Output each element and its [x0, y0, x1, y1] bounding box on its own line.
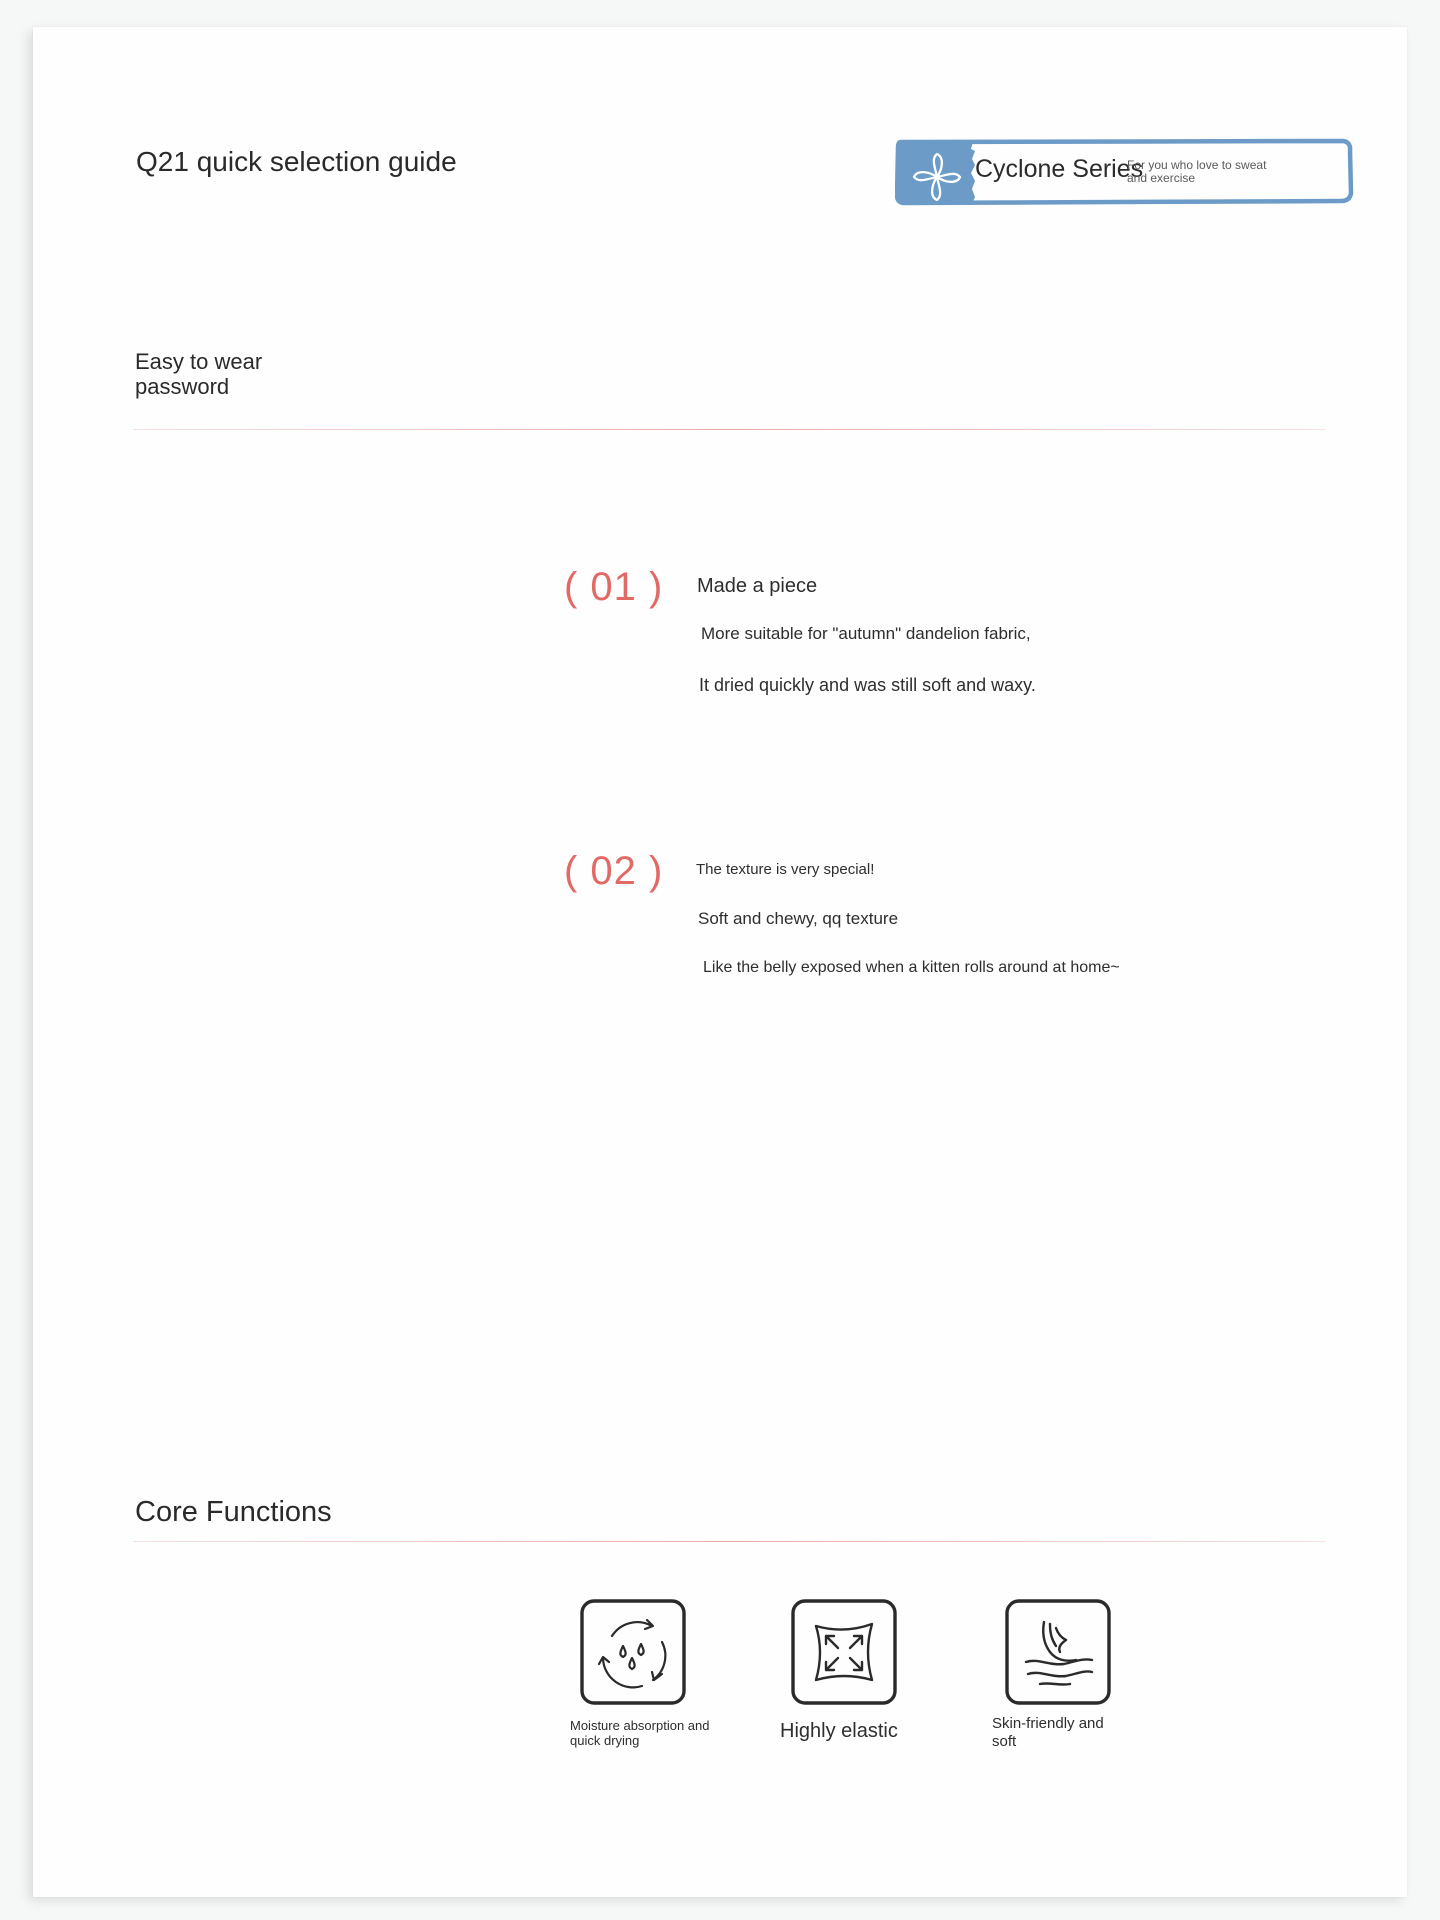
- item-number-02: ( 02 ): [564, 849, 664, 893]
- section-divider: [133, 429, 1325, 430]
- section-divider: [133, 1541, 1325, 1542]
- moisture-drops-icon: [579, 1598, 687, 1706]
- item-01-heading: Made a piece: [697, 575, 818, 597]
- badge-series-name: Cyclone Series: [975, 155, 1144, 183]
- hand-touch-icon: [1004, 1598, 1112, 1706]
- item-01-text: It dried quickly and was still soft and waxy.: [699, 675, 1036, 695]
- wear-title-line1: Easy to wear: [135, 349, 263, 374]
- page-sheet: [33, 27, 1407, 1897]
- item-02-text: Soft and chewy, qq texture: [698, 909, 899, 928]
- item-02-text: Like the belly exposed when a kitten rolls around at home~: [703, 959, 1120, 976]
- series-badge: [895, 137, 1355, 207]
- item-01-text: More suitable for "autumn" dandelion fabric,: [701, 624, 1031, 643]
- core-section-title: Core Functions: [135, 1496, 332, 1528]
- page-title: Q21 quick selection guide: [136, 146, 457, 177]
- feature-label: Moisture absorption and quick drying: [570, 1718, 710, 1748]
- feature-label: Highly elastic: [780, 1720, 898, 1742]
- pinwheel-icon: [909, 149, 965, 210]
- badge-tagline: For you who love to sweat and exercise: [1127, 158, 1267, 185]
- elastic-square-icon: [790, 1598, 898, 1706]
- wear-title-line2: password: [135, 374, 230, 399]
- item-02-heading: The texture is very special!: [696, 861, 875, 878]
- item-number-01: ( 01 ): [564, 565, 664, 609]
- wear-section-title: [135, 349, 262, 399]
- feature-label: Skin-friendly and soft: [992, 1715, 1104, 1750]
